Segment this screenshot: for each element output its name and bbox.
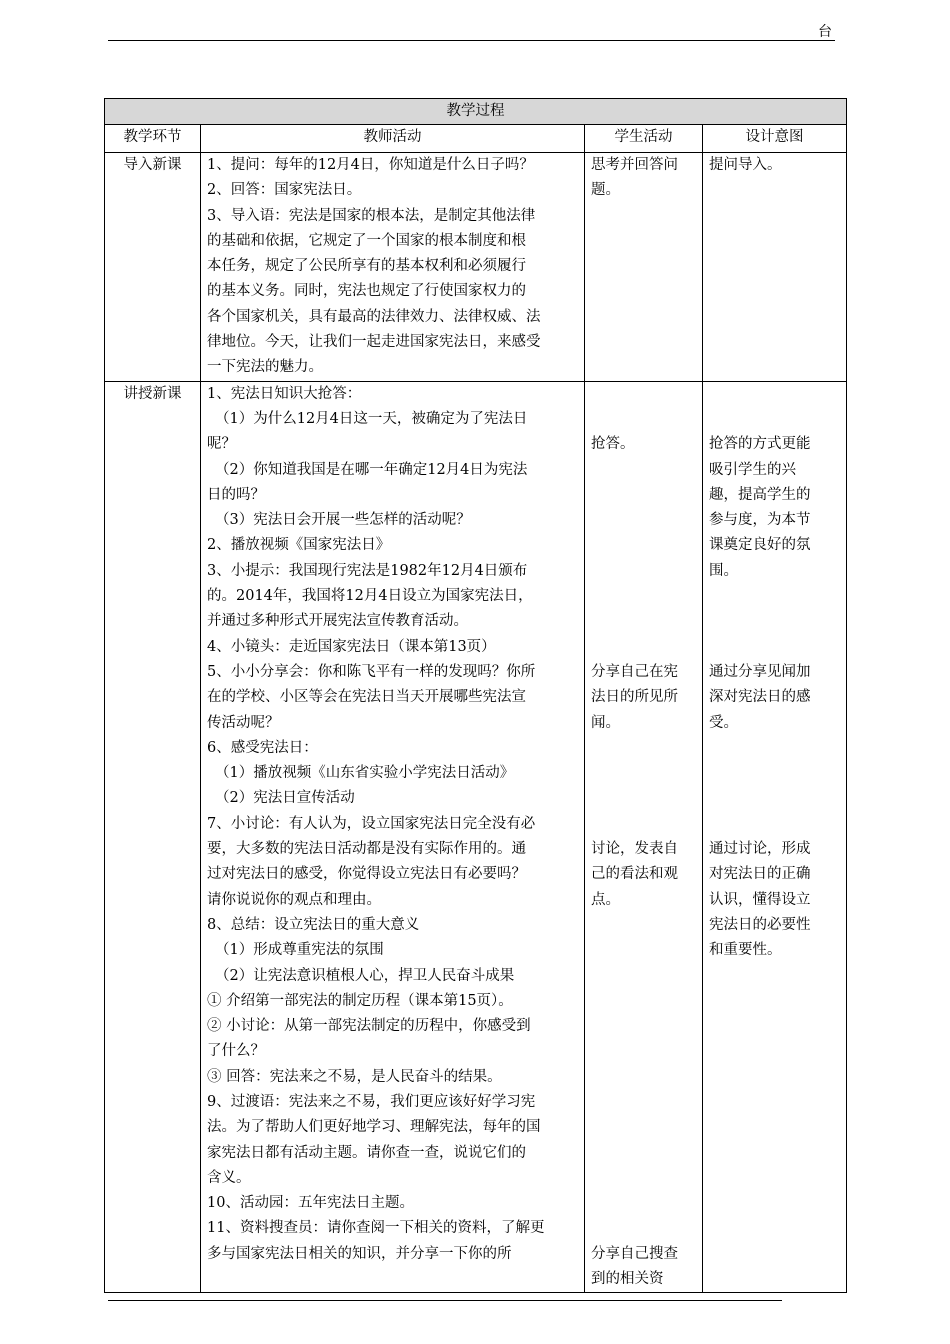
teacher-line: 11、资料搜查员：请你查阅一下相关的资料，了解更 [207, 1220, 545, 1237]
spacer [709, 736, 840, 761]
teacher-line: 9、过渡语：宪法来之不易，我们更应该好好学习宪 [207, 1093, 536, 1110]
spacer [709, 761, 840, 786]
student-line: 思考并回答问 [591, 157, 678, 173]
spacer [591, 1216, 696, 1241]
teacher-line: （2）你知道我国是在哪一年确定12月4日为宪法 [215, 461, 528, 478]
spacer [591, 1090, 696, 1115]
intent-line: 宪法日的必要性 [709, 916, 811, 933]
teacher-activity-cell [201, 381, 585, 1293]
spacer [591, 938, 696, 963]
lesson-process-table [104, 98, 847, 1293]
spacer [591, 508, 696, 533]
spacer [591, 407, 696, 432]
table-row [105, 153, 847, 382]
teacher-line: 传活动呢？ [207, 714, 280, 731]
intent-line: 通过讨论，形成 [709, 841, 811, 858]
spacer [591, 761, 696, 786]
spacer [591, 584, 696, 609]
teacher-line: 含义。 [207, 1169, 251, 1186]
spacer [591, 913, 696, 938]
intent-line: 深对宪法日的感 [709, 689, 811, 706]
teacher-line: 的。2014年，我国将12月4日设立为国家宪法日， [207, 588, 533, 605]
teacher-line: 7、小讨论：有人认为，设立国家宪法日完全没有必 [207, 815, 536, 832]
spacer [591, 989, 696, 1014]
student-activity-cell [585, 153, 703, 382]
intent-line: 课奠定良好的氛 [709, 537, 811, 554]
teacher-line: 在的学校、小区等会在宪法日当天开展哪些宪法宣 [207, 689, 526, 706]
student-line: 点。 [591, 891, 620, 908]
teacher-activity-cell [201, 153, 585, 382]
student-line: 抢答。 [591, 436, 635, 453]
teacher-line: 一下宪法的魅力。 [207, 359, 323, 376]
spacer [591, 483, 696, 508]
teacher-line: 了什么？ [207, 1043, 265, 1060]
spacer [591, 1191, 696, 1216]
intent-line: 认识，懂得设立 [709, 891, 811, 908]
column-header-row [105, 125, 847, 153]
teacher-line: 过对宪法日的感受，你觉得设立宪法日有必要吗？ [207, 866, 526, 883]
spacer [591, 1115, 696, 1140]
spacer [709, 786, 840, 811]
spacer [591, 635, 696, 660]
spacer [709, 812, 840, 837]
column-header-student: 学生活动 [585, 125, 703, 153]
teacher-line: 要，大多数的宪法日活动都是没有实际作用的。通 [207, 841, 526, 858]
spacer [591, 1166, 696, 1191]
spacer [591, 458, 696, 483]
teacher-line: 本任务，规定了公民所享有的基本权利和必须履行 [207, 258, 526, 275]
column-header-intent: 设计意图 [703, 125, 847, 153]
teacher-line: 8、总结：设立宪法日的重大意义 [207, 916, 420, 933]
teacher-line: （3）宪法日会开展一些怎样的活动呢？ [215, 512, 471, 529]
teacher-line: 各个国家机关，具有最高的法律效力、法律权威、法 [207, 308, 541, 325]
intent-line: 抢答的方式更能 [709, 436, 811, 453]
spacer [591, 812, 696, 837]
teacher-line: ③ 回答：宪法来之不易，是人民奋斗的结果。 [207, 1068, 502, 1085]
header-rule [108, 40, 835, 41]
teacher-line: （2）让宪法意识植根人心，捍卫人民奋斗成果 [215, 967, 515, 984]
teacher-line: （1）播放视频《山东省实验小学宪法日活动》 [215, 765, 515, 782]
spacer [709, 584, 840, 609]
student-line: 分享自己搜查 [591, 1245, 678, 1262]
student-line: 分享自己在宪 [591, 663, 678, 680]
spacer [591, 786, 696, 811]
student-line: 法日的所见所 [591, 689, 678, 706]
student-line: 题。 [591, 182, 620, 199]
intent-line: 吸引学生的兴 [709, 461, 796, 478]
stage-cell: 讲授新课 [105, 381, 201, 1293]
spacer [591, 1065, 696, 1090]
teacher-line: 的基本义务。同时，宪法也规定了行使国家权力的 [207, 283, 526, 300]
intent-line: 提问导入。 [709, 157, 782, 173]
student-line: 到的相关资 [591, 1271, 664, 1288]
teacher-line: （2）宪法日宣传活动 [215, 790, 355, 807]
teacher-line: 10、活动园：五年宪法日主题。 [207, 1195, 414, 1212]
design-intent-cell [703, 381, 847, 1293]
spacer [591, 1141, 696, 1166]
teacher-line: 呢？ [207, 436, 236, 453]
intent-line: 受。 [709, 714, 738, 731]
teacher-line: 多与国家宪法日相关的知识，并分享一下你的所 [207, 1245, 512, 1262]
spacer [591, 609, 696, 634]
intent-line: 对宪法日的正确 [709, 866, 811, 883]
design-intent-cell [703, 153, 847, 382]
teacher-line: 4、小镜头：走近国家宪法日（课本第13页） [207, 638, 496, 655]
teacher-line: 并通过多种形式开展宪法宣传教育活动。 [207, 613, 468, 630]
teacher-line: 1、提问：每年的12月4日，你知道是什么日子吗？ [207, 157, 534, 173]
spacer [709, 635, 840, 660]
spacer [591, 533, 696, 558]
student-line: 讨论，发表自 [591, 841, 678, 858]
header-mark: 台 [818, 24, 832, 40]
spacer [709, 382, 840, 407]
table-row [105, 381, 847, 1293]
footer-rule [108, 1300, 782, 1301]
teacher-line: 法。为了帮助人们更好地学习、理解宪法，每年的国 [207, 1119, 541, 1136]
teacher-line: （1）形成尊重宪法的氛围 [215, 942, 384, 959]
teacher-line: 2、播放视频《国家宪法日》 [207, 537, 391, 554]
teacher-line: （1）为什么12月4日这一天，被确定为了宪法日 [215, 410, 528, 427]
intent-line: 趣，提高学生的 [709, 486, 811, 503]
intent-line: 围。 [709, 562, 738, 579]
spacer [709, 407, 840, 432]
spacer [591, 736, 696, 761]
spacer [591, 1014, 696, 1039]
stage-cell: 导入新课 [105, 153, 201, 382]
teacher-line: ① 介绍第一部宪法的制定历程（课本第15页）。 [207, 992, 513, 1009]
teacher-line: ② 小讨论：从第一部宪法制定的历程中，你感受到 [207, 1018, 531, 1035]
teacher-line: 2、回答：国家宪法日。 [207, 182, 362, 199]
teacher-line: 6、感受宪法日： [207, 739, 318, 756]
teacher-line: 3、导入语：宪法是国家的根本法，是制定其他法律 [207, 207, 536, 224]
intent-line: 参与度，为本节 [709, 512, 811, 529]
teacher-line: 日的吗？ [207, 486, 265, 503]
spacer [709, 609, 840, 634]
column-header-stage: 教学环节 [105, 125, 201, 153]
spacer [591, 559, 696, 584]
spacer [591, 1039, 696, 1064]
teacher-line: 请你说说你的观点和理由。 [207, 891, 381, 908]
teacher-line: 1、宪法日知识大抢答： [207, 385, 362, 402]
student-line: 己的看法和观 [591, 866, 678, 883]
spacer [591, 964, 696, 989]
teacher-line: 5、小小分享会：你和陈飞平有一样的发现吗？你所 [207, 663, 536, 680]
intent-line: 和重要性。 [709, 942, 782, 959]
student-activity-cell [585, 381, 703, 1293]
column-header-teacher: 教师活动 [201, 125, 585, 153]
spacer [591, 382, 696, 407]
intent-line: 通过分享见闻加 [709, 663, 811, 680]
teacher-line: 的基础和依据，它规定了一个国家的根本制度和根 [207, 232, 526, 249]
teacher-line: 家宪法日都有活动主题。请你查一查，说说它们的 [207, 1144, 526, 1161]
table-title: 教学过程 [105, 99, 847, 125]
teacher-line: 律地位。今天，让我们一起走进国家宪法日，来感受 [207, 334, 541, 351]
teacher-line: 3、小提示：我国现行宪法是1982年12月4日颁布 [207, 562, 528, 579]
student-line: 闻。 [591, 714, 620, 731]
